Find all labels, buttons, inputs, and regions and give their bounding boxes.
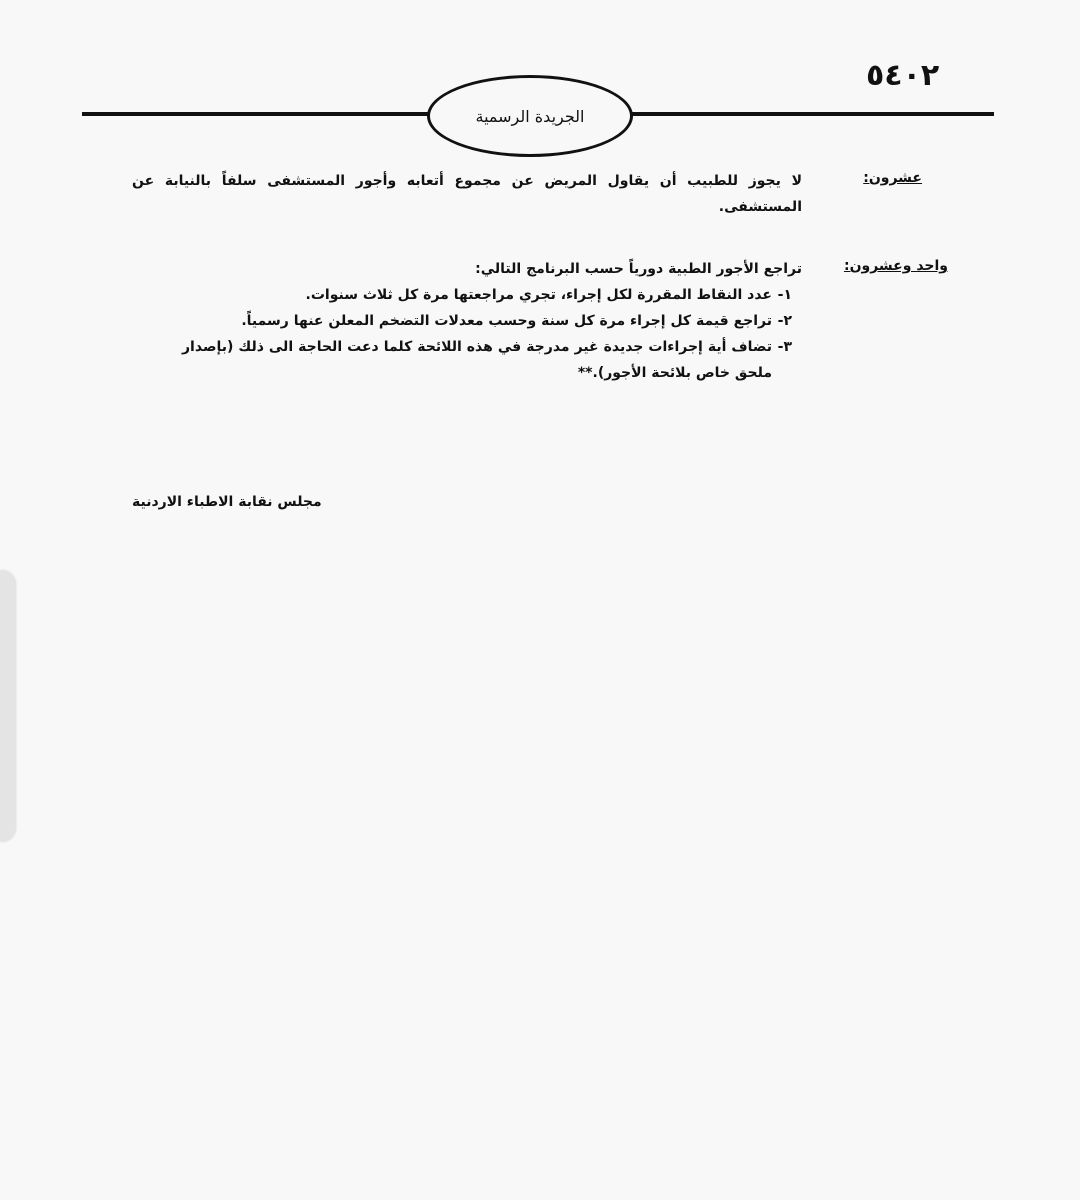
list-item-text: عدد النقاط المقررة لكل إجراء، تجري مراجعتها مرة كل ثلاث سنوات. — [305, 287, 772, 303]
article-20-text: لا يجوز للطبيب أن يقاول المريض عن مجموع أتعابه وأجور المستشفى سلفاً بالنيابة عن المستشفى. — [132, 173, 802, 215]
list-item-number: ٢- — [777, 313, 792, 329]
side-panel-handle[interactable] — [0, 570, 15, 842]
gazette-title-oval — [427, 75, 633, 157]
list-item-number: ١- — [777, 287, 792, 303]
article-21-body — [132, 256, 802, 386]
list-item-text: تضاف أية إجراءات جديدة غير مدرجة في هذه اللائحة كلما دعت الحاجة الى ذلك (بإصدار ملحق خاص بلائحة الأجور).** — [182, 339, 772, 381]
list-item — [182, 282, 792, 308]
page-number: ٥٤٠٢ — [866, 58, 940, 93]
article-21-intro: تراجع الأجور الطبية دورياً حسب البرنامج التالي: — [475, 261, 802, 277]
gazette-title: الجريدة الرسمية — [475, 106, 585, 126]
article-21-label: واحد وعشرون: — [843, 258, 948, 274]
article-20-label: عشرون: — [863, 170, 922, 186]
list-item — [182, 308, 792, 334]
list-item-number: ٣- — [777, 339, 792, 355]
list-item — [182, 334, 792, 386]
list-item-text: تراجع قيمة كل إجراء مرة كل سنة وحسب معدلات التضخم المعلن عنها رسمياً. — [241, 313, 772, 329]
article-21-list — [182, 282, 802, 386]
signature: مجلس نقابة الاطباء الاردنية — [132, 494, 322, 510]
